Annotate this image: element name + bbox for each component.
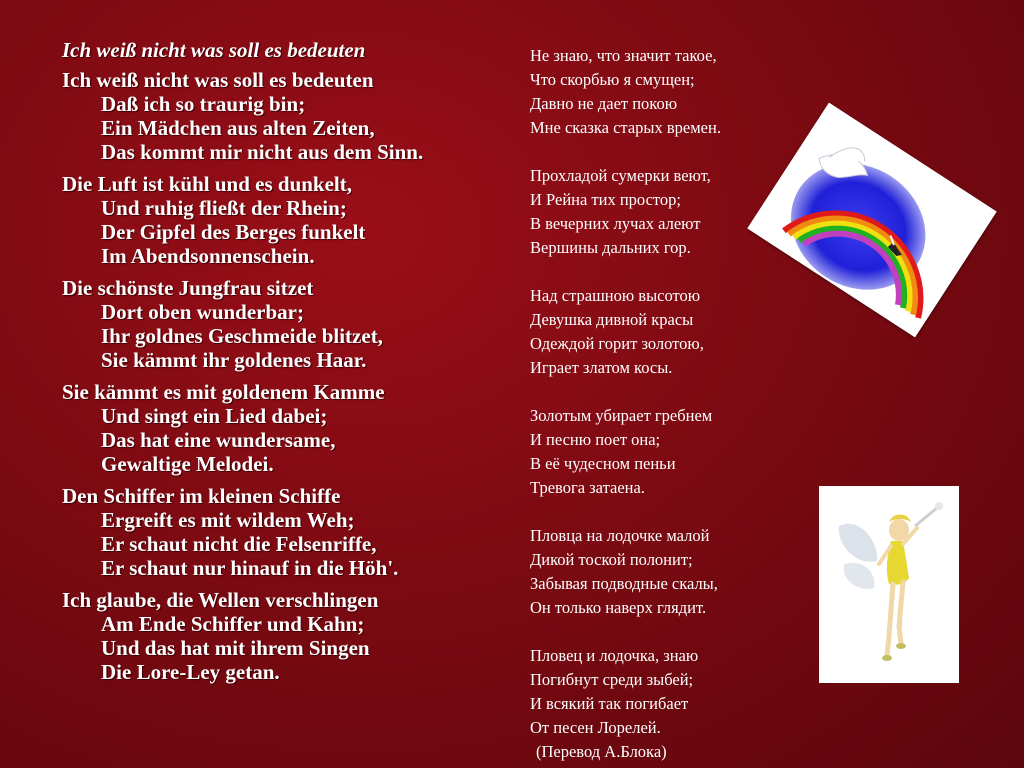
german-stanza-6 bbox=[62, 588, 522, 684]
translation-line: Над страшною высотою bbox=[530, 286, 701, 305]
poem-title: Ich weiß nicht was soll es bedeuten bbox=[62, 38, 366, 62]
translation-line: В вечерних лучах алеют bbox=[530, 214, 701, 233]
poem-line: Im Abendsonnenschein. bbox=[101, 244, 315, 268]
translation-line: Играет златом косы. bbox=[530, 358, 673, 377]
poem-line: Und singt ein Lied dabei; bbox=[101, 404, 328, 428]
poem-line: Gewaltige Melodei. bbox=[101, 452, 274, 476]
translation-line: Пловца на лодочке малой bbox=[530, 526, 710, 545]
translation-line: Что скорбью я смущен; bbox=[530, 70, 695, 89]
poem-line: Die Lore-Ley getan. bbox=[101, 660, 280, 684]
fairy-icon bbox=[819, 486, 959, 683]
translation-line: В её чудесном пеньи bbox=[530, 454, 676, 473]
translation-line: Погибнут среди зыбей; bbox=[530, 670, 694, 689]
german-stanza-4 bbox=[62, 380, 522, 476]
poem-line: Er schaut nur hinauf in die Höh'. bbox=[101, 556, 399, 580]
translation-line: И песню поет она; bbox=[530, 430, 661, 449]
poem-line: Ein Mädchen aus alten Zeiten, bbox=[101, 116, 375, 140]
poem-line: Der Gipfel des Berges funkelt bbox=[101, 220, 366, 244]
translation-line: Давно не дает покою bbox=[530, 94, 678, 113]
russian-stanza-6 bbox=[530, 644, 780, 764]
translation-line: Вершины дальних гор. bbox=[530, 238, 691, 257]
poem-line: Sie kämmt ihr goldenes Haar. bbox=[101, 348, 367, 372]
poem-line: Und das hat mit ihrem Singen bbox=[101, 636, 370, 660]
poem-line: Sie kämmt es mit goldenem Kamme bbox=[62, 380, 385, 404]
translation-line: Забывая подводные скалы, bbox=[530, 574, 718, 593]
poem-line: Ich weiß nicht was soll es bedeuten bbox=[62, 68, 374, 92]
poem-line: Die schönste Jungfrau sitzet bbox=[62, 276, 314, 300]
translation-line: Не знаю, что значит такое, bbox=[530, 46, 717, 65]
poem-line: Das kommt mir nicht aus dem Sinn. bbox=[101, 140, 424, 164]
poem-line: Dort oben wunderbar; bbox=[101, 300, 304, 324]
translator-credit: (Перевод А.Блока) bbox=[536, 742, 667, 761]
poem-line: Er schaut nicht die Felsenriffe, bbox=[101, 532, 377, 556]
russian-stanza-3 bbox=[530, 284, 780, 380]
german-poem bbox=[62, 38, 522, 692]
poem-line: Das hat eine wundersame, bbox=[101, 428, 336, 452]
poem-line: Ergreift es mit wildem Weh; bbox=[101, 508, 355, 532]
translation-line: Одеждой горит золотою, bbox=[530, 334, 704, 353]
rainbow-icon bbox=[747, 103, 996, 338]
russian-stanza-1 bbox=[530, 44, 780, 140]
poem-line: Am Ende Schiffer und Kahn; bbox=[101, 612, 365, 636]
translation-line: Пловец и лодочка, знаю bbox=[530, 646, 699, 665]
german-stanza-2 bbox=[62, 172, 522, 268]
translation-line: Девушка дивной красы bbox=[530, 310, 694, 329]
russian-stanza-4 bbox=[530, 404, 780, 500]
poem-line: Ich glaube, die Wellen verschlingen bbox=[62, 588, 379, 612]
translation-line: И всякий так погибает bbox=[530, 694, 689, 713]
poem-line: Ihr goldnes Geschmeide blitzet, bbox=[101, 324, 383, 348]
translation-line: И Рейна тих простор; bbox=[530, 190, 681, 209]
russian-translation bbox=[530, 44, 780, 764]
poem-line: Und ruhig fließt der Rhein; bbox=[101, 196, 347, 220]
poem-line: Die Luft ist kühl und es dunkelt, bbox=[62, 172, 353, 196]
translation-line: От песен Лорелей. bbox=[530, 718, 661, 737]
russian-stanza-5 bbox=[530, 524, 780, 620]
translation-line: Дикой тоской полонит; bbox=[530, 550, 693, 569]
translation-line: Золотым убирает гребнем bbox=[530, 406, 713, 425]
poem-line: Den Schiffer im kleinen Schiffe bbox=[62, 484, 341, 508]
german-stanza-3 bbox=[62, 276, 522, 372]
german-stanza-1 bbox=[62, 68, 522, 164]
translation-line: Прохладой сумерки веют, bbox=[530, 166, 711, 185]
russian-stanza-2 bbox=[530, 164, 780, 260]
german-stanza-5 bbox=[62, 484, 522, 580]
translation-line: Он только наверх глядит. bbox=[530, 598, 707, 617]
rainbow-dove-image bbox=[747, 103, 996, 338]
translation-line: Мне сказка старых времен. bbox=[530, 118, 721, 137]
poem-line: Daß ich so traurig bin; bbox=[101, 92, 306, 116]
fairy-image bbox=[819, 486, 959, 683]
translation-line: Тревога затаена. bbox=[530, 478, 645, 497]
